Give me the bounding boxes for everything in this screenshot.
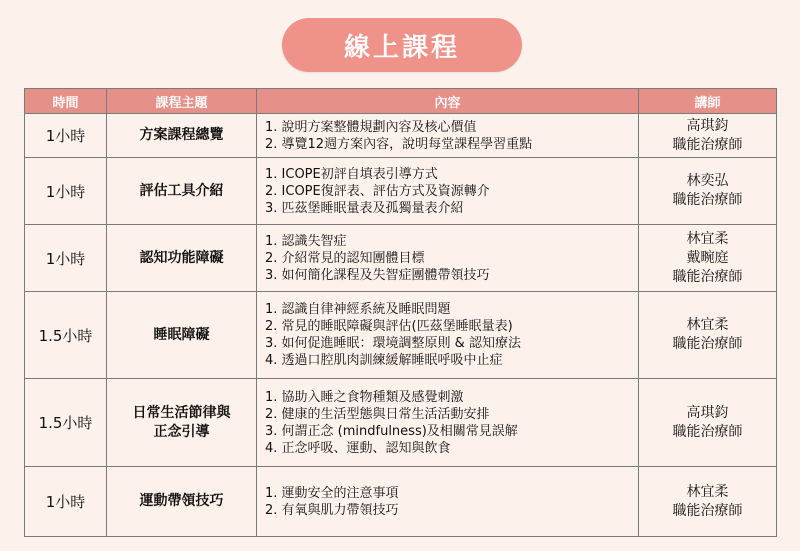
lecturer-line: 高琪鈞 [686, 117, 729, 134]
row-content [257, 114, 639, 158]
row-topic [107, 158, 257, 225]
row-content [257, 467, 639, 537]
table-row [25, 467, 777, 537]
row-topic [107, 467, 257, 537]
lecturer-line: 職能治療師 [672, 268, 743, 285]
topic-line: 正念引導 [153, 423, 210, 440]
topic-line: 日常生活節律與 [132, 404, 231, 421]
lecturer-line: 職能治療師 [672, 502, 743, 519]
table-header-row [25, 89, 777, 114]
header-lecturer: 講師 [639, 89, 777, 114]
lecturer-line: 林奕弘 [686, 173, 729, 189]
header-content: 內容 [257, 89, 639, 114]
row-topic [107, 225, 257, 292]
topic-line: 睡眠障礙 [153, 326, 210, 343]
row-content [257, 379, 639, 467]
row-topic [107, 114, 257, 158]
row-lecturer [639, 225, 777, 292]
row-time: 1小時 [25, 467, 107, 537]
row-lecturer [639, 114, 777, 158]
lecturer-line: 林宜柔 [686, 317, 729, 333]
lecturer-line: 職能治療師 [672, 192, 743, 208]
content-item: 1. 協助入睡之食物種類及感覺刺激 [265, 389, 464, 405]
row-topic [107, 292, 257, 379]
content-item: 2. 健康的生活型態與日常生活活動安排 [265, 406, 490, 422]
row-lecturer [639, 158, 777, 225]
header-time: 時間 [25, 89, 107, 114]
content-item: 2. 有氧與肌力帶領技巧 [265, 502, 399, 518]
topic-line: 運動帶領技巧 [139, 493, 224, 509]
content-item: 3. 匹茲堡睡眠量表及孤獨量表介紹 [265, 200, 464, 216]
row-time: 1.5小時 [25, 292, 107, 379]
lecturer-line: 職能治療師 [672, 136, 743, 153]
row-content [257, 225, 639, 292]
content-item: 3. 如何簡化課程及失智症團體帶領技巧 [265, 267, 490, 283]
table-row [25, 292, 777, 379]
content-item: 3. 何謂正念 (mindfulness)及相關常見誤解 [265, 423, 518, 439]
content-item: 2. ICOPE復評表、評估方式及資源轉介 [265, 183, 490, 199]
topic-line: 方案課程總覽 [139, 127, 224, 143]
header-topic: 課程主題 [107, 89, 257, 114]
table-row [25, 158, 777, 225]
table-row [25, 114, 777, 158]
content-item: 2. 常見的睡眠障礙與評估(匹茲堡睡眠量表) [265, 319, 513, 334]
row-lecturer [639, 379, 777, 467]
content-item: 4. 正念呼吸、運動、認知與飲食 [265, 440, 451, 456]
row-lecturer [639, 467, 777, 537]
content-item: 1. 運動安全的注意事項 [265, 485, 399, 501]
lecturer-line: 戴畹庭 [686, 249, 729, 266]
content-item: 1. 認識失智症 [265, 233, 347, 249]
content-item: 4. 透過口腔肌肉訓練緩解睡眠呼吸中止症 [265, 353, 503, 368]
lecturer-line: 職能治療師 [672, 336, 743, 352]
lecturer-line: 職能治療師 [672, 423, 743, 440]
content-item: 2. 導覽12週方案內容，說明每堂課程學習重點 [265, 136, 533, 152]
table-row [25, 379, 777, 467]
row-time: 1小時 [25, 114, 107, 158]
topic-line: 認知功能障礙 [139, 249, 224, 266]
content-item: 1. 認識自律神經系統及睡眠問題 [265, 302, 451, 317]
page-title: 線上課程 [282, 18, 522, 72]
lecturer-line: 高琪鈞 [686, 404, 729, 421]
course-table [24, 88, 777, 537]
row-topic [107, 379, 257, 467]
content-item: 3. 如何促進睡眠：環境調整原則 & 認知療法 [265, 336, 521, 351]
lecturer-line: 林宜柔 [686, 230, 729, 247]
row-time: 1小時 [25, 158, 107, 225]
content-item: 2. 介紹常見的認知團體目標 [265, 250, 425, 266]
row-content [257, 158, 639, 225]
content-item: 1. ICOPE初評自填表引導方式 [265, 166, 438, 182]
content-item: 1. 說明方案整體規劃內容及核心價值 [265, 119, 477, 135]
row-time: 1小時 [25, 225, 107, 292]
lecturer-line: 林宜柔 [686, 483, 729, 500]
row-content [257, 292, 639, 379]
topic-line: 評估工具介紹 [139, 182, 224, 199]
row-lecturer [639, 292, 777, 379]
table-row [25, 225, 777, 292]
row-time: 1.5小時 [25, 379, 107, 467]
